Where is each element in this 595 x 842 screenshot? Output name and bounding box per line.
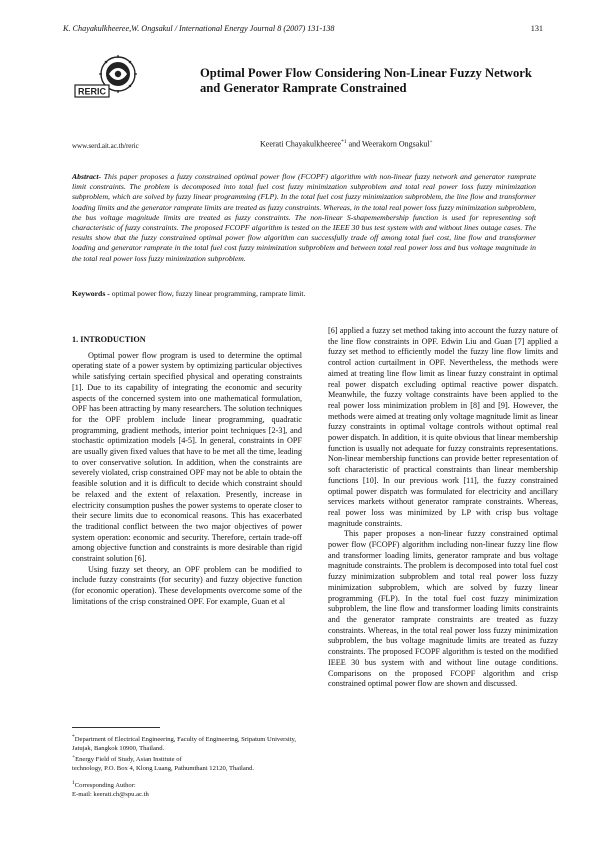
page-number: 131	[530, 24, 543, 33]
keywords	[72, 289, 536, 298]
author-1: Keerati Chayakulkheeree	[260, 139, 342, 149]
left-column	[72, 335, 302, 608]
site-url: www.serd.ait.ac.th/reric	[72, 142, 139, 150]
footnote-email: E-mail: keerati.ch@spu.ac.th	[72, 790, 149, 798]
logo-label: RERIC	[77, 86, 107, 97]
author-1-mark: *1	[341, 139, 347, 145]
paragraph: This paper proposes a non-linear fuzzy constrained optimal power flow (FCOPF) algorithm including non-linear fuzzy line flow and transformer loading limits, generator ramprate and bus voltage magnitude constraints. The problem is decomposed into total fuel cost fuzzy minimization subproblem and total real power loss fuzzy minimization subproblem, which are solved by fuzzy linear programming (FLP). In the total fuel cost fuzzy minimization subproblem, the line flow and transformer loading limits constraints and the generator ramprate constraints are treated as fuzzy constraints. Whereas, in the total real power loss fuzzy minimization subproblem, the bus voltage magnitude limits are treated as fuzzy constraints. The proposed FCOPF algorithm is tested on the modified IEEE 30 bus system with and without line outage conditions. Comparisons on the proposed FCOPF algorithm and crisp constrained optimal power flow are shown and discussed.	[328, 529, 558, 689]
footnote-mark: *	[72, 734, 75, 740]
abstract-label: Abstract-	[72, 172, 102, 181]
author-joiner: and Weerakorn Ongsakul	[346, 139, 430, 149]
footnotes	[72, 733, 310, 799]
footnote-mark: 1	[72, 780, 75, 786]
keywords-text: optimal power flow, fuzzy linear programming, ramprate limit.	[109, 289, 306, 298]
paragraph: [6] applied a fuzzy set method taking into account the fuzzy nature of the line flow constraints in OPF. Edwin Liu and Guan [7] applied a fuzzy set method to efficiently model the fuzzy line flow limits and control action curtailment in OPF. Nevertheless, the methods were aimed at treating line flow limit as linear fuzzy constraint in optimal real power dispatch excluding optimal reactive power dispatch. Meanwhile, the fuzzy voltage constraints have been applied to the real power loss minimization problem in [8] and [9]. However, the methods were aimed at treating only voltage magnitude limit as linear fuzzy constraints in optimal voltage controls without optimal real power dispatch. In addition, it is quite obvious that linear membership function is usually not adequate for fuzzy constraints representations. Non-linear membership functions can provide better representation of soft characteristic of practical constraints than linear membership functions [10]. In our previous work [11], the fuzzy constrained optimal power dispatch was formulated for electricity and ancillary services markets without generator ramprate constraints. Whereas, real power loss was minimized by LP with crisp bus voltage magnitude constraints.	[328, 326, 558, 528]
reric-logo	[74, 54, 152, 108]
paper-title: Optimal Power Flow Considering Non-Linear Fuzzy Network and Generator Ramprate Constrained	[200, 66, 532, 95]
footnote-divider	[72, 727, 160, 728]
running-header	[63, 24, 543, 33]
right-column	[328, 326, 558, 690]
footnote-text: Corresponding Author:	[74, 782, 136, 790]
footnote-mark: +	[72, 754, 76, 760]
footnote-corresponding	[72, 779, 310, 799]
footnote-text: Department of Electrical Engineering, Faculty of Engineering, Sripatum University, Jatujak, Bangkok 10900, Thailand.	[72, 736, 297, 752]
footnote-text: technology, P.O. Box 4, Klong Luang, Pathumthani 12120, Thailand.	[72, 764, 255, 772]
reric-logo-graphic	[74, 54, 152, 108]
keywords-label: Keywords -	[72, 289, 110, 298]
running-header-text: K. Chayakulkheeree,W. Ongsakul / International Energy Journal 8 (2007) 131-138	[63, 24, 335, 33]
abstract	[72, 172, 536, 264]
paragraph: Optimal power flow program is used to determine the optimal operating state of a power system by optimizing particular objectives while satisfying certain specified physical and operating constraints [1]. Due to its capability of integrating the economic and security aspects of the concerned system into one mathematical formulation, OPF has been attracting by many researchers. The solution techniques for the OPF problem include linear programming, quadratic programming, gradient methods, interior point techniques [2-3], and stochastic optimization models [4-5]. In general, constraints in OPF are usually given fixed values that have to be met all the time, leading to over conservative solution. In addition, when the constraints are severely violated, crisp constrained OPF may not be able to obtain the feasible solution and it is difficult to decide which constraint should be relaxed and the extent of relaxation. Presently, increase in electricity consumption pushes the power systems to operate closer to their secure limits due to economical reasons. This has exacerbated the traditional conflict between the two major objectives of power system operation: economic and security. Therefore, certain trade-off among objective function and constraints is more desirable than rigid constraint solution [6].	[72, 350, 302, 564]
abstract-text: This paper proposes a fuzzy constrained optimal power flow (FCOPF) algorithm with non-linear fuzzy network and generator ramprate limit constraints. The problem is decomposed into total fuel cost fuzzy minimization subproblem and total real power loss fuzzy minimization subproblem, which are solved by fuzzy linear programming (FLP). In the total fuel cost fuzzy minimization subproblem, the line flow and transformer loading limits and the generator ramprate limits are treated as fuzzy constraints. Whereas, in the total real power loss fuzzy minimization subproblem, the bus voltage magnitude limits are treated as fuzzy constraints. The non-linear S-shapemembership function is used for representing soft characteristic of fuzzy constraints. The proposed FCOPF algorithm is tested on the IEEE 30 bus test system with and without lines outage cases. The results show that the fuzzy constrained optimal power flow algorithm can successfully trade off among total fuel cost, line flow and transformer loading and generator ramprate in the total fuel cost fuzzy minimization subproblem and between total real power loss and bus voltage magnitude in the total real power loss fuzzy minimization subproblem.	[72, 172, 536, 263]
footnote-affiliation-2	[72, 753, 310, 773]
paragraph: Using fuzzy set theory, an OPF problem can be modified to include fuzzy constraints (for security) and fuzzy objective function (for economic operation). These developments overcome some of the limitations of the crisp constrained OPF. For example, Guan et al	[72, 564, 302, 606]
footnote-affiliation-1	[72, 733, 310, 753]
footnote-text: Energy Field of Study, Asian Institute of	[75, 756, 182, 764]
author-2-mark: +	[429, 139, 433, 145]
section-heading: 1. INTRODUCTION	[72, 335, 146, 344]
author-line	[260, 139, 433, 149]
